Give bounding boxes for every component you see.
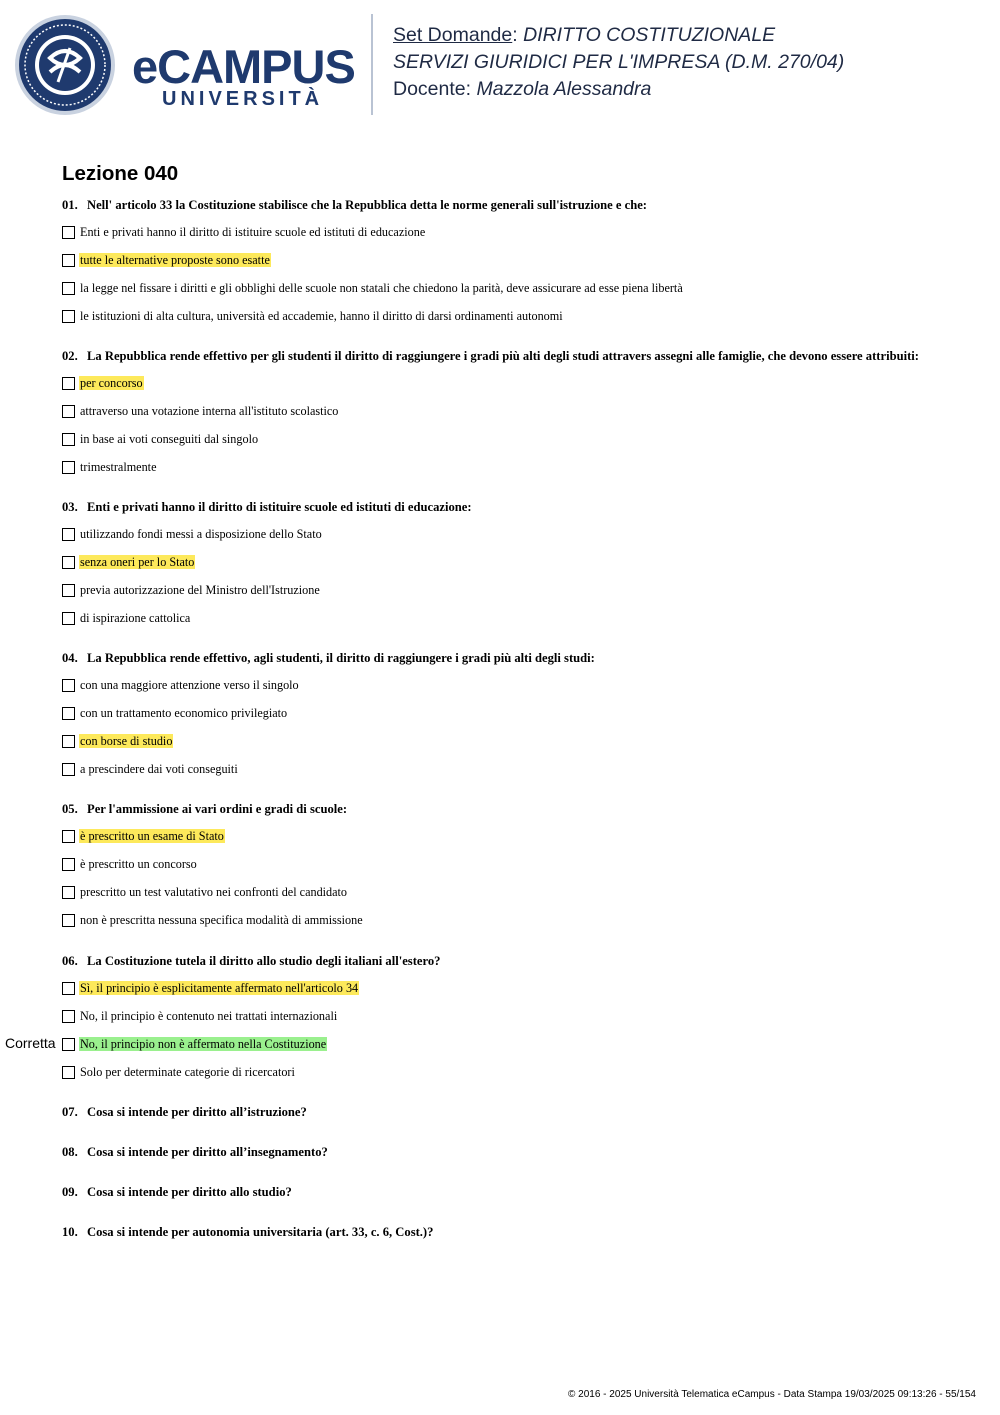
answer-checkbox[interactable]: [62, 914, 75, 927]
answer-option[interactable]: [62, 733, 173, 749]
answer-checkbox[interactable]: [62, 830, 75, 843]
answer-option[interactable]: [62, 431, 259, 447]
question-number: 02.: [62, 349, 78, 363]
question-text: Per l'ammissione ai vari ordini e gradi di scuole:: [87, 802, 348, 816]
question-text: La Repubblica rende effettivo per gli studenti il diritto di raggiungere i gradi più alti degli studi attravers assegni alle famiglie, che devono essere attribuiti:: [87, 349, 919, 363]
answer-option[interactable]: [62, 856, 198, 872]
question-06: [62, 954, 440, 969]
answer-checkbox[interactable]: [62, 310, 75, 323]
answer-option[interactable]: [62, 761, 239, 777]
answer-option[interactable]: [62, 1036, 327, 1052]
answer-option[interactable]: [62, 884, 348, 900]
answer-checkbox[interactable]: [62, 377, 75, 390]
answer-option[interactable]: [62, 1008, 338, 1024]
set-label: Set Domande: [393, 24, 513, 46]
question-text: Cosa si intende per diritto all’istruzione?: [87, 1105, 307, 1119]
answer-checkbox[interactable]: [62, 735, 75, 748]
header-course-info: Set Domande: DIRITTO COSTITUZIONALE SERVIZI GIURIDICI PER L'IMPRESA (D.M. 270/04) Docente: Mazzola Alessandra: [393, 24, 845, 100]
answer-option[interactable]: [62, 403, 339, 419]
question-text: Cosa si intende per diritto all’insegnamento?: [87, 1145, 328, 1159]
question-number: 01.: [62, 198, 78, 212]
answer-option[interactable]: [62, 980, 359, 996]
answer-option[interactable]: [62, 554, 195, 570]
answer-option[interactable]: [62, 610, 191, 626]
answer-checkbox[interactable]: [62, 282, 75, 295]
answer-text: attraverso una votazione interna all'istituto scolastico: [80, 404, 339, 418]
logo-wordmark: eCAMPUS: [132, 40, 355, 93]
answer-text: le istituzioni di alta cultura, università ed accademie, hanno il diritto di darsi ordinamenti autonomi: [80, 309, 563, 323]
question-number: 09.: [62, 1185, 78, 1199]
answer-text: Solo per determinate categorie di ricercatori: [80, 1065, 295, 1079]
answer-text: in base ai voti conseguiti dal singolo: [80, 432, 259, 446]
answer-checkbox[interactable]: [62, 763, 75, 776]
answer-text: è prescritto un concorso: [80, 857, 197, 871]
answer-text: di ispirazione cattolica: [80, 611, 191, 625]
answer-text: trimestralmente: [80, 460, 157, 474]
answer-text: è prescritto un esame di Stato: [80, 829, 224, 843]
question-text: Cosa si intende per diritto allo studio?: [87, 1185, 292, 1199]
answer-option[interactable]: [62, 677, 300, 693]
course-title: DIRITTO COSTITUZIONALE: [523, 24, 776, 46]
answer-checkbox[interactable]: [62, 461, 75, 474]
question-number: 06.: [62, 954, 78, 968]
question-number: 10.: [62, 1225, 78, 1239]
question-05: [62, 802, 347, 817]
ecampus-logo: [14, 14, 359, 118]
answer-checkbox[interactable]: [62, 528, 75, 541]
course-subtitle: SERVIZI GIURIDICI PER L'IMPRESA (D.M. 270/04): [393, 51, 845, 73]
header-divider: [371, 14, 373, 115]
question-text: Cosa si intende per autonomia universitaria (art. 33, c. 6, Cost.)?: [87, 1225, 434, 1239]
answer-option[interactable]: [62, 1064, 296, 1080]
answer-option[interactable]: [62, 308, 564, 324]
question-text: Nell' articolo 33 la Costituzione stabilisce che la Repubblica detta le norme generali sull'istruzione e che:: [87, 198, 647, 212]
answer-checkbox[interactable]: [62, 886, 75, 899]
answer-text: con una maggiore attenzione verso il singolo: [80, 678, 299, 692]
answer-option[interactable]: [62, 375, 144, 391]
lesson-title: Lezione 040: [62, 162, 179, 185]
answer-checkbox[interactable]: [62, 707, 75, 720]
answer-checkbox[interactable]: [62, 612, 75, 625]
answer-option[interactable]: [62, 912, 364, 928]
answer-checkbox[interactable]: [62, 1010, 75, 1023]
answer-checkbox[interactable]: [62, 254, 75, 267]
answer-text: tutte le alternative proposte sono esatte: [80, 253, 270, 267]
answer-text: Enti e privati hanno il diritto di istituire scuole ed istituti di educazione: [80, 225, 426, 239]
answer-checkbox[interactable]: [62, 858, 75, 871]
logo-subtitle: UNIVERSITÀ: [162, 88, 324, 110]
answer-option[interactable]: [62, 224, 426, 240]
answer-text: previa autorizzazione del Ministro dell'Istruzione: [80, 583, 320, 597]
question-text: La Repubblica rende effettivo, agli studenti, il diritto di raggiungere i gradi più alti degli studi:: [87, 651, 595, 665]
answer-checkbox[interactable]: [62, 1038, 75, 1051]
page-footer: © 2016 - 2025 Università Telematica eCampus - Data Stampa 19/03/2025 09:13:26 - 55/154: [568, 1389, 976, 1400]
answer-checkbox[interactable]: [62, 982, 75, 995]
correct-answer-label: Corretta: [5, 1035, 56, 1051]
answer-text: Sì, il principio è esplicitamente affermato nell'articolo 34: [80, 981, 359, 995]
answer-checkbox[interactable]: [62, 433, 75, 446]
answer-option[interactable]: [62, 252, 271, 268]
question-text: Enti e privati hanno il diritto di istituire scuole ed istituti di educazione:: [87, 500, 472, 514]
answer-text: No, il principio è contenuto nei trattati internazionali: [80, 1009, 338, 1023]
answer-option[interactable]: [62, 526, 323, 542]
question-10: [62, 1225, 433, 1240]
question-02: [62, 349, 919, 364]
answer-text: prescritto un test valutativo nei confronti del candidato: [80, 885, 348, 899]
answer-checkbox[interactable]: [62, 1066, 75, 1079]
answer-text: utilizzando fondi messi a disposizione dello Stato: [80, 527, 322, 541]
answer-option[interactable]: [62, 582, 321, 598]
question-08: [62, 1145, 328, 1160]
answer-text: a prescindere dai voti conseguiti: [80, 762, 238, 776]
question-01: [62, 198, 647, 213]
question-number: 03.: [62, 500, 78, 514]
answer-text: non è prescritta nessuna specifica modalità di ammissione: [80, 913, 363, 927]
answer-checkbox[interactable]: [62, 226, 75, 239]
answer-option[interactable]: [62, 828, 225, 844]
question-number: 07.: [62, 1105, 78, 1119]
question-number: 04.: [62, 651, 78, 665]
question-number: 05.: [62, 802, 78, 816]
question-07: [62, 1105, 307, 1120]
answer-text: senza oneri per lo Stato: [80, 555, 195, 569]
answer-text: con un trattamento economico privilegiato: [80, 706, 288, 720]
answer-text: per concorso: [80, 376, 143, 390]
answer-text: la legge nel fissare i diritti e gli obblighi delle scuole non statali che chiedono la parità, deve assicurare ad esse piena libertà: [80, 281, 683, 295]
answer-option[interactable]: [62, 459, 157, 475]
answer-text: con borse di studio: [80, 734, 173, 748]
question-text: La Costituzione tutela il diritto allo studio degli italiani all'estero?: [87, 954, 441, 968]
teacher-name: Mazzola Alessandra: [476, 78, 652, 100]
answer-checkbox[interactable]: [62, 679, 75, 692]
teacher-label: Docente:: [393, 78, 472, 100]
answer-option[interactable]: [62, 705, 288, 721]
question-04: [62, 651, 595, 666]
answer-checkbox[interactable]: [62, 405, 75, 418]
answer-checkbox[interactable]: [62, 584, 75, 597]
answer-checkbox[interactable]: [62, 556, 75, 569]
question-09: [62, 1185, 292, 1200]
answer-text: No, il principio non è affermato nella Costituzione: [80, 1037, 327, 1051]
university-seal-icon: [14, 14, 116, 116]
answer-option[interactable]: [62, 280, 684, 296]
question-number: 08.: [62, 1145, 78, 1159]
question-03: [62, 500, 472, 515]
